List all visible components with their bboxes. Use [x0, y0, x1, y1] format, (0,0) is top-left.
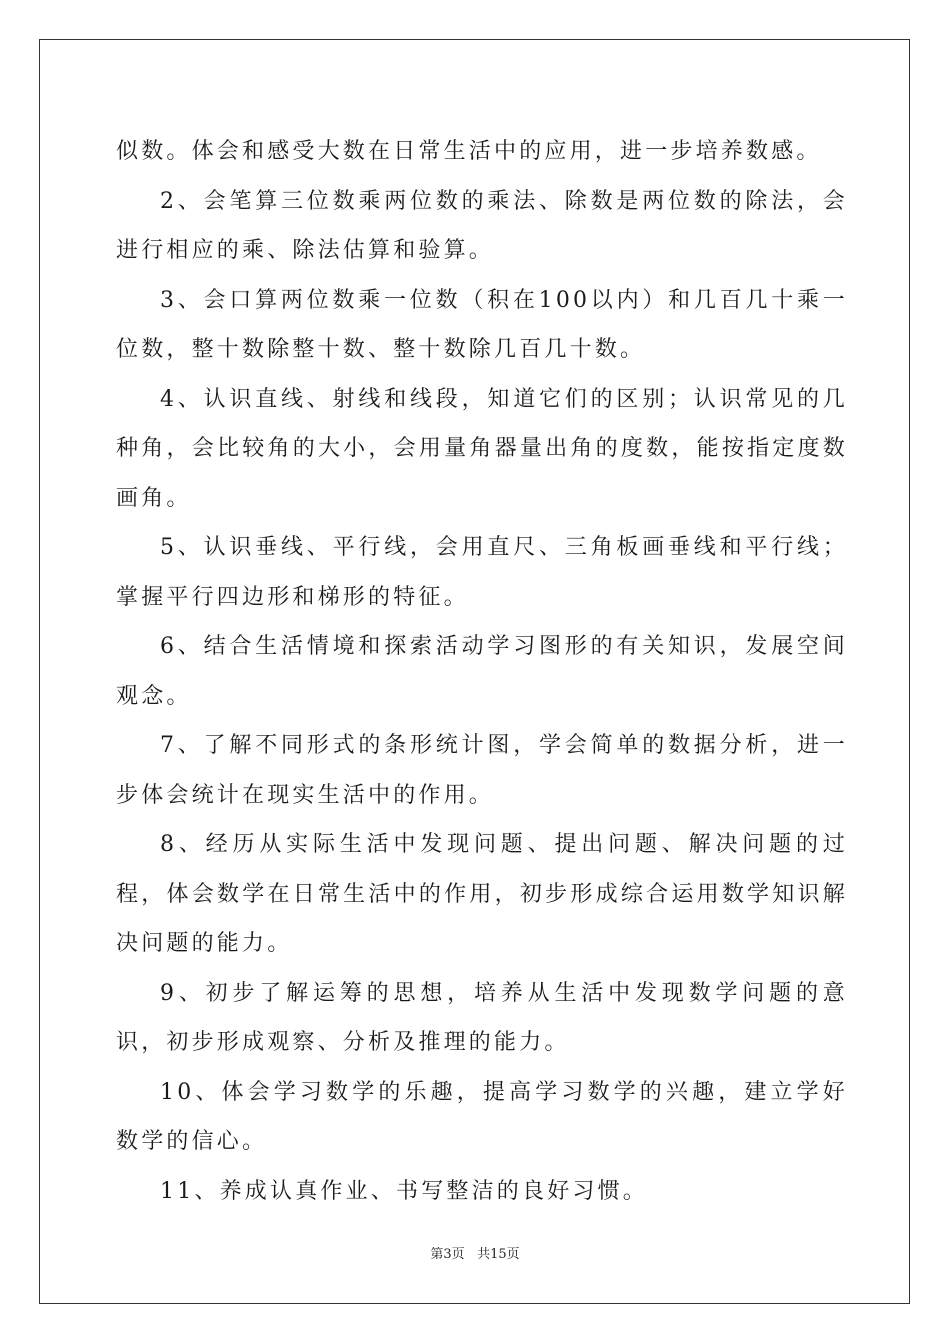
paragraph-item-6: 6、结合生活情境和探索活动学习图形的有关知识，发展空间观念。: [116, 634, 848, 709]
paragraph-item-9: 9、初步了解运筹的思想，培养从生活中发现数学问题的意识，初步形成观察、分析及推理的能力。: [116, 980, 848, 1055]
paragraph-item-2: 2、会笔算三位数乘两位数的乘法、除数是两位数的除法，会进行相应的乘、除法估算和验算。: [116, 188, 848, 263]
paragraph-item-3: 3、会口算两位数乘一位数（积在100以内）和几百几十乘一位数，整十数除整十数、整十数除几百几十数。: [116, 287, 848, 362]
paragraph-item-5: 5、认识垂线、平行线，会用直尺、三角板画垂线和平行线；掌握平行四边形和梯形的特征。: [116, 535, 848, 610]
paragraph-continuation: 似数。体会和感受大数在日常生活中的应用，进一步培养数感。: [116, 139, 822, 164]
paragraph-item-7: 7、了解不同形式的条形统计图，学会简单的数据分析，进一步体会统计在现实生活中的作用。: [116, 733, 848, 808]
paragraph-item-11: 11、养成认真作业、书写整洁的良好习惯。: [160, 1178, 648, 1204]
paragraph-item-4: 4、认识直线、射线和线段，知道它们的区别；认识常见的几种角，会比较角的大小，会用量角器量出角的度数，能按指定度数画角。: [116, 386, 848, 511]
page-number: 第3页: [430, 1247, 465, 1262]
paragraph-item-10: 10、体会学习数学的乐趣，提高学习数学的兴趣，建立学好数学的信心。: [116, 1079, 848, 1154]
document-body: [116, 127, 848, 1216]
page-footer: [0, 1246, 950, 1264]
page-total: 共15页: [477, 1247, 520, 1262]
paragraph-item-8: 8、经历从实际生活中发现问题、提出问题、解决问题的过程，体会数学在日常生活中的作用，初步形成综合运用数学知识解决问题的能力。: [116, 832, 848, 956]
